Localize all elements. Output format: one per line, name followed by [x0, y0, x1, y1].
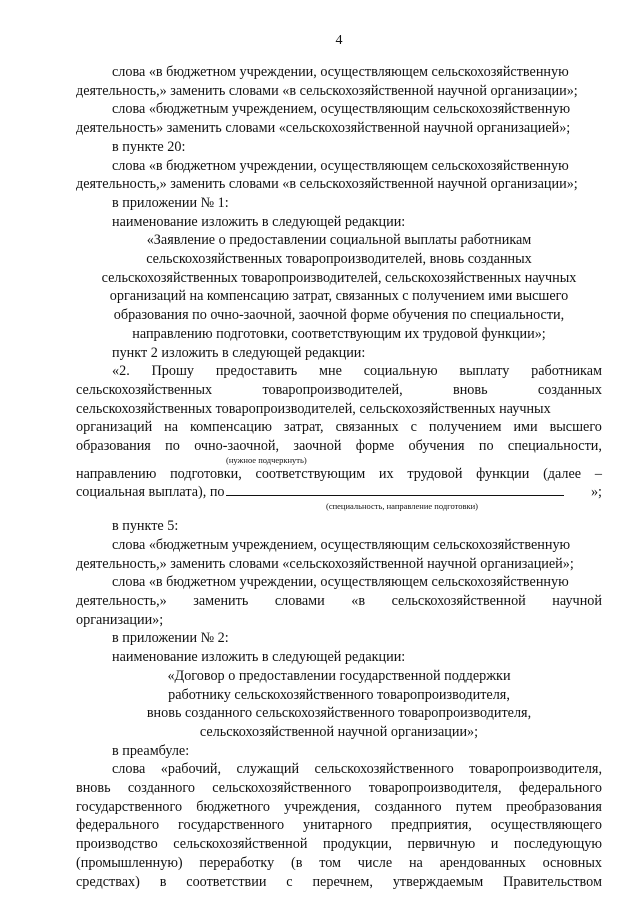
word: созданного	[374, 798, 442, 815]
word: мне	[319, 363, 342, 380]
word: государственного	[76, 798, 183, 815]
footnote-label: (нужное подчеркнуть)	[226, 454, 307, 465]
word: очно-заочной,	[194, 438, 280, 455]
word: производство	[76, 836, 158, 853]
word: социальную	[363, 363, 438, 380]
word: вновь	[453, 381, 488, 398]
text-line: в пункте 20:	[112, 138, 186, 155]
word: получением	[428, 419, 502, 436]
justified-line	[76, 779, 602, 798]
word: переработку	[199, 854, 275, 871]
word: словами	[274, 592, 325, 609]
word: в	[159, 873, 167, 890]
word: высшего	[549, 419, 602, 436]
word: товаропроизводителя,	[368, 780, 502, 797]
word: слова	[112, 761, 146, 778]
word: основных	[542, 854, 602, 871]
text-line: »;	[590, 484, 602, 501]
blank-field	[226, 483, 564, 496]
word: –	[594, 465, 602, 482]
text-line: слова «бюджетным учреждением, осуществляющим сельскохозяйственную	[112, 536, 571, 553]
word: осуществляющего	[490, 817, 602, 834]
justified-line	[76, 835, 602, 854]
word: последующую	[513, 836, 602, 853]
word: на	[164, 419, 179, 436]
word: заочной	[293, 438, 342, 455]
word: продукции,	[323, 836, 392, 853]
justified-line	[76, 592, 602, 611]
text-line: в приложении № 2:	[112, 630, 229, 647]
word: соответствии	[186, 873, 267, 890]
word: «2.	[112, 363, 130, 380]
word: трудовой	[407, 465, 463, 482]
title-line: направлению подготовки, соответствующим их трудовой функции»;	[132, 325, 546, 342]
title-line: организаций на компенсацию затрат, связанных с получением ими высшего	[109, 288, 569, 305]
word: сельскохозяйственной	[173, 836, 308, 853]
text-line: деятельность,» заменить словами «сельскохозяйственной научной организацией»;	[76, 555, 574, 572]
word: вновь	[76, 780, 111, 797]
word: учреждения,	[284, 798, 361, 815]
word: федерального	[518, 780, 602, 797]
word: специальности,	[507, 438, 602, 455]
word: форме	[355, 438, 395, 455]
justified-line	[76, 854, 602, 873]
word: первичную	[407, 836, 476, 853]
word: преобразования	[506, 798, 602, 815]
justified-line	[76, 437, 602, 456]
word: ими	[513, 419, 538, 436]
text-line: наименование изложить в следующей редакции:	[112, 649, 406, 666]
justified-line	[76, 798, 602, 817]
word: товаропроизводителя,	[469, 761, 602, 778]
word: федерального	[76, 817, 160, 834]
word: сельскохозяйственной	[391, 592, 526, 609]
word: предприятия,	[391, 817, 472, 834]
word: образования	[76, 438, 151, 455]
page-number: 4	[335, 33, 343, 48]
justified-line	[76, 362, 602, 381]
title-line: сельскохозяйственных товаропроизводителей, сельскохозяйственных научных	[101, 269, 577, 286]
word: (промышленную)	[76, 854, 183, 871]
title-line: «Заявление о предоставлении социальной выплаты работникам	[146, 232, 532, 249]
word: с	[410, 419, 417, 436]
text-line: слова «бюджетным учреждением, осуществляющим сельскохозяйственную	[112, 101, 571, 118]
title-line: «Договор о предоставлении государственной поддержки	[167, 667, 511, 684]
title-line: сельскохозяйственной научной организации»;	[199, 723, 479, 740]
justified-line	[76, 816, 602, 835]
justified-line	[76, 760, 602, 779]
word: том	[319, 854, 342, 871]
word: Правительством	[503, 873, 602, 890]
word: «рабочий,	[160, 761, 222, 778]
word: Прошу	[151, 363, 194, 380]
word: направлению	[76, 465, 157, 482]
word: научной	[552, 592, 602, 609]
word: организаций	[76, 419, 153, 436]
word: по	[478, 438, 494, 455]
word: выплату	[459, 363, 510, 380]
text-line: социальная выплата), по	[76, 484, 225, 501]
word: функции	[476, 465, 530, 482]
title-line: работнику сельскохозяйственного товаропроизводителя,	[168, 686, 510, 703]
word: соответствующим	[255, 465, 366, 482]
word: числе	[357, 854, 393, 871]
word: путем	[455, 798, 492, 815]
word: служащий	[236, 761, 300, 778]
word: созданного	[127, 780, 195, 797]
word: подготовки,	[170, 465, 242, 482]
word: сельскохозяйственных	[76, 381, 213, 398]
text-line: слова «в бюджетном учреждении, осуществляющем сельскохозяйственную	[112, 64, 569, 80]
text-line: наименование изложить в следующей редакции:	[112, 213, 406, 230]
justified-line	[76, 465, 602, 484]
word: государственного	[178, 817, 285, 834]
text-line: слова «в бюджетном учреждении, осуществляющем сельскохозяйственную	[112, 157, 569, 174]
word: обучения	[408, 438, 465, 455]
text-line: пункт 2 изложить в следующей редакции:	[112, 344, 366, 361]
word: и	[490, 836, 499, 853]
footnote-label: (специальность, направление подготовки)	[326, 501, 478, 512]
word: товаропроизводителей,	[262, 381, 403, 398]
word: перечнем,	[312, 873, 373, 890]
word: работникам	[531, 363, 602, 380]
word: деятельность,»	[76, 592, 167, 609]
word: (в	[290, 854, 303, 871]
word: средствах)	[76, 873, 140, 890]
text-line: деятельность,» заменить словами «в сельскохозяйственной научной организации»;	[76, 82, 578, 99]
word: «в	[351, 592, 366, 609]
word: на	[408, 854, 423, 871]
word: созданных	[537, 381, 602, 398]
title-line: образования по очно-заочной, заочной форме обучения по специальности,	[113, 307, 565, 324]
word: унитарного	[302, 817, 373, 834]
text-line: деятельность,» заменить словами «в сельскохозяйственной научной организации»;	[76, 176, 578, 193]
justified-line	[76, 418, 602, 437]
text-line: деятельность» заменить словами «сельскохозяйственной научной организацией»;	[76, 120, 571, 137]
text-line: слова «в бюджетном учреждении, осуществляющем сельскохозяйственную	[112, 574, 569, 591]
word: сельскохозяйственного	[212, 780, 352, 797]
word: с	[286, 873, 293, 890]
word: компенсацию	[190, 419, 273, 436]
title-line: вновь созданного сельскохозяйственного товаропроизводителя,	[146, 705, 532, 722]
word: сельскохозяйственного	[314, 761, 454, 778]
word: их	[378, 465, 394, 482]
text-line: сельскохозяйственных товаропроизводителей, сельскохозяйственных научных	[76, 400, 551, 417]
word: затрат,	[283, 419, 324, 436]
justified-line	[76, 381, 602, 400]
word: заменить	[193, 592, 249, 609]
text-line: в преамбуле:	[112, 742, 190, 759]
word: арендованных	[439, 854, 526, 871]
word: по	[165, 438, 180, 455]
text-line: в приложении № 1:	[112, 194, 229, 211]
text-line: в пункте 5:	[112, 518, 179, 535]
text-line: организации»;	[76, 611, 164, 628]
word: предоставить	[215, 363, 298, 380]
title-line: сельскохозяйственных товаропроизводителей, вновь созданных	[146, 251, 532, 268]
word: бюджетного	[196, 798, 270, 815]
word: связанных	[335, 419, 399, 436]
fill-in-line	[76, 483, 602, 502]
word: (далее	[543, 465, 582, 482]
word: утверждаемым	[392, 873, 484, 890]
justified-line	[76, 873, 602, 892]
